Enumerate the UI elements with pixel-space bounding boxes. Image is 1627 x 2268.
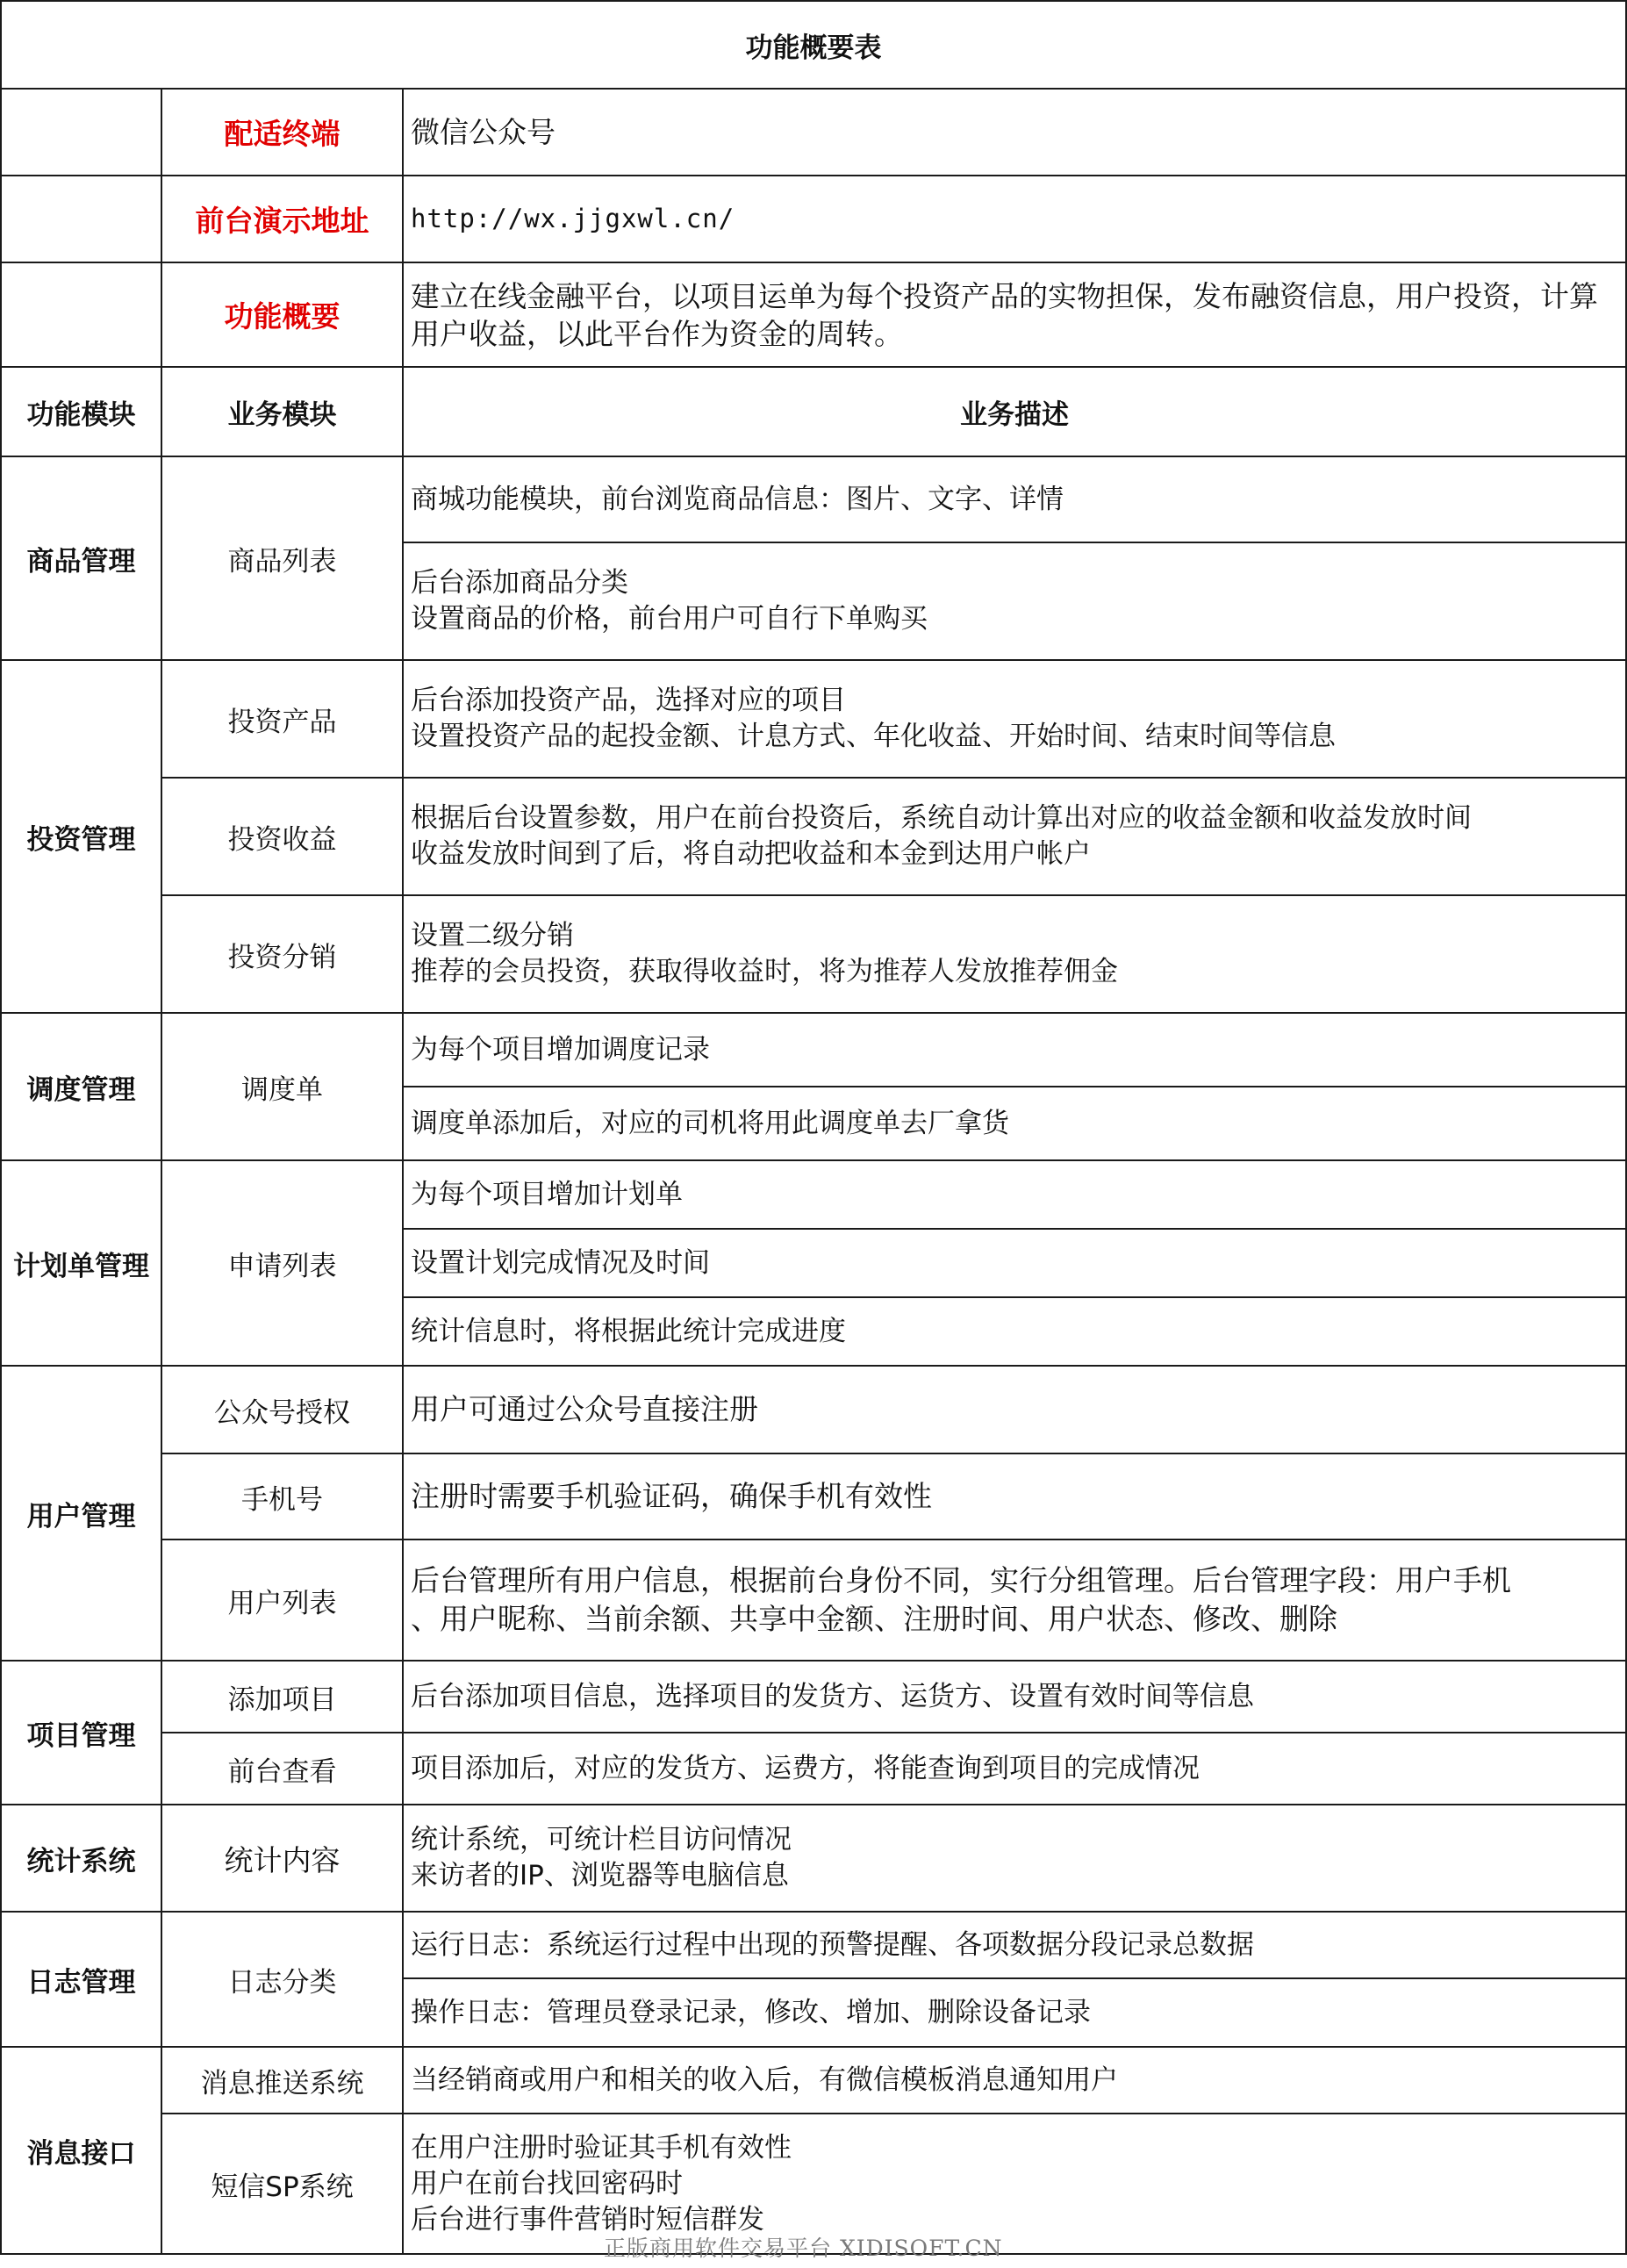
overview-value: 建立在线金融平台，以项目运单为每个投资产品的实物担保，发布融资信息，用户投资，计算用户收益，以此平台作为资金的周转。 [403,262,1626,367]
description-line: 后台添加商品分类 [411,567,628,599]
terminal-value: 微信公众号 [403,89,1626,176]
demo-url-label: 前台演示地址 [161,176,403,262]
column-header: 业务描述 [403,367,1626,456]
business-module-cell: 统计内容 [161,1805,403,1912]
description-line: 项目添加后，对应的发货方、运费方，将能查询到项目的完成情况 [411,1752,1200,1784]
table-row [1,895,1626,1013]
business-module-cell: 手机号 [161,1453,403,1540]
blank-cell [1,262,161,367]
description-line: 用户在前台找回密码时 [411,2167,683,2200]
business-module-cell: 投资产品 [161,660,403,778]
business-module-cell: 投资分销 [161,895,403,1013]
function-module-cell: 消息接口 [1,2047,161,2254]
description-cell [403,1733,1626,1805]
table-row [1,456,1626,542]
function-module-cell: 计划单管理 [1,1160,161,1366]
table-row [1,1453,1626,1540]
description-line: 商城功能模块，前台浏览商品信息：图片、文字、详情 [411,483,1064,515]
description-cell [403,542,1626,660]
description-cell [403,660,1626,778]
business-module-cell: 添加项目 [161,1661,403,1733]
function-module-cell: 用户管理 [1,1366,161,1661]
description-cell [403,1661,1626,1733]
business-module-cell: 消息推送系统 [161,2047,403,2114]
function-module-cell: 日志管理 [1,1912,161,2047]
description-line: 设置二级分销 [411,920,574,951]
terminal-label: 配适终端 [161,89,403,176]
function-module-cell: 统计系统 [1,1805,161,1912]
blank-cell [1,89,161,176]
table-row [1,1912,1626,1978]
business-module-cell: 投资收益 [161,778,403,895]
table-row [1,1540,1626,1661]
description-line: 根据后台设置参数，用户在前台投资后，系统自动计算出对应的收益金额和收益发放时间 [411,802,1472,834]
description-line: 统计信息时，将根据此统计完成进度 [411,1315,846,1347]
table-row [1,778,1626,895]
description-cell [403,2114,1626,2254]
description-line: 用户可通过公众号直接注册 [411,1392,758,1426]
description-cell [403,1013,1626,1087]
description-cell [403,1912,1626,1978]
description-cell [403,456,1626,542]
description-cell [403,778,1626,895]
description-cell [403,1453,1626,1540]
description-line: 后台进行事件营销时短信群发 [411,2203,764,2236]
description-cell [403,1366,1626,1453]
description-line: 来访者的IP、浏览器等电脑信息 [411,1860,789,1891]
description-line: 设置计划完成情况及时间 [411,1246,710,1279]
function-module-cell: 投资管理 [1,660,161,1013]
description-line: 当经销商或用户和相关的收入后，有微信模板消息通知用户 [411,2063,1118,2096]
table-row [1,1661,1626,1733]
business-module-cell: 公众号授权 [161,1366,403,1453]
description-line: 统计系统，可统计栏目访问情况 [411,1824,792,1855]
table-row [1,1160,1626,1229]
description-line: 调度单添加后，对应的司机将用此调度单去厂拿货 [411,1107,1009,1139]
business-module-cell: 日志分类 [161,1912,403,2047]
description-line: 注册时需要手机验证码，确保手机有效性 [411,1479,932,1513]
description-line: 运行日志：系统运行过程中出现的预警提醒、各项数据分段记录总数据 [411,1928,1254,1961]
table-row [1,1805,1626,1912]
description-line: 收益发放时间到了后，将自动把收益和本金到达用户帐户 [411,838,1091,870]
description-cell [403,2047,1626,2114]
table-row [1,660,1626,778]
description-line: 为每个项目增加调度记录 [411,1033,710,1066]
watermark-text: 正版商用软件交易平台 XIDISOFT.CN [604,2236,1003,2261]
description-cell [403,1805,1626,1912]
description-cell [403,1978,1626,2047]
blank-cell [1,176,161,262]
business-module-cell: 申请列表 [161,1160,403,1366]
business-module-cell: 用户列表 [161,1540,403,1661]
function-module-cell: 商品管理 [1,456,161,660]
description-cell [403,1229,1626,1297]
function-module-cell: 项目管理 [1,1661,161,1805]
description-line: 后台添加项目信息，选择项目的发货方、运货方、设置有效时间等信息 [411,1680,1254,1712]
description-cell [403,1540,1626,1661]
description-line: 、用户昵称、当前余额、共享中金额、注册时间、用户状态、修改、删除 [411,1602,1337,1636]
table-row [1,2047,1626,2114]
column-header: 功能模块 [1,367,161,456]
column-header: 业务模块 [161,367,403,456]
description-line: 设置投资产品的起投金额、计息方式、年化收益、开始时间、结束时间等信息 [411,721,1336,752]
description-cell [403,895,1626,1013]
description-line: 后台添加投资产品，选择对应的项目 [411,685,846,716]
description-line: 为每个项目增加计划单 [411,1178,683,1210]
function-module-cell: 调度管理 [1,1013,161,1160]
business-module-cell: 前台查看 [161,1733,403,1805]
business-module-cell: 商品列表 [161,456,403,660]
overview-label: 功能概要 [161,262,403,367]
description-line: 推荐的会员投资，获取得收益时，将为推荐人发放推荐佣金 [411,956,1118,987]
description-line: 在用户注册时验证其手机有效性 [411,2131,792,2164]
business-module-cell: 短信SP系统 [161,2114,403,2254]
table-row [1,1013,1626,1087]
description-line: 设置商品的价格，前台用户可自行下单购买 [411,603,928,635]
description-line: 后台管理所有用户信息，根据前台身份不同，实行分组管理。后台管理字段：用户手机 [411,1563,1511,1597]
table-row [1,1366,1626,1453]
table-title: 功能概要表 [1,1,1626,89]
description-cell [403,1087,1626,1160]
description-cell [403,1297,1626,1366]
demo-url-link[interactable]: http://wx.jjgxwl.cn/ [403,176,1626,262]
table-row [1,1733,1626,1805]
description-cell [403,1160,1626,1229]
description-line: 操作日志：管理员登录记录，修改、增加、删除设备记录 [411,1996,1091,2028]
business-module-cell: 调度单 [161,1013,403,1160]
